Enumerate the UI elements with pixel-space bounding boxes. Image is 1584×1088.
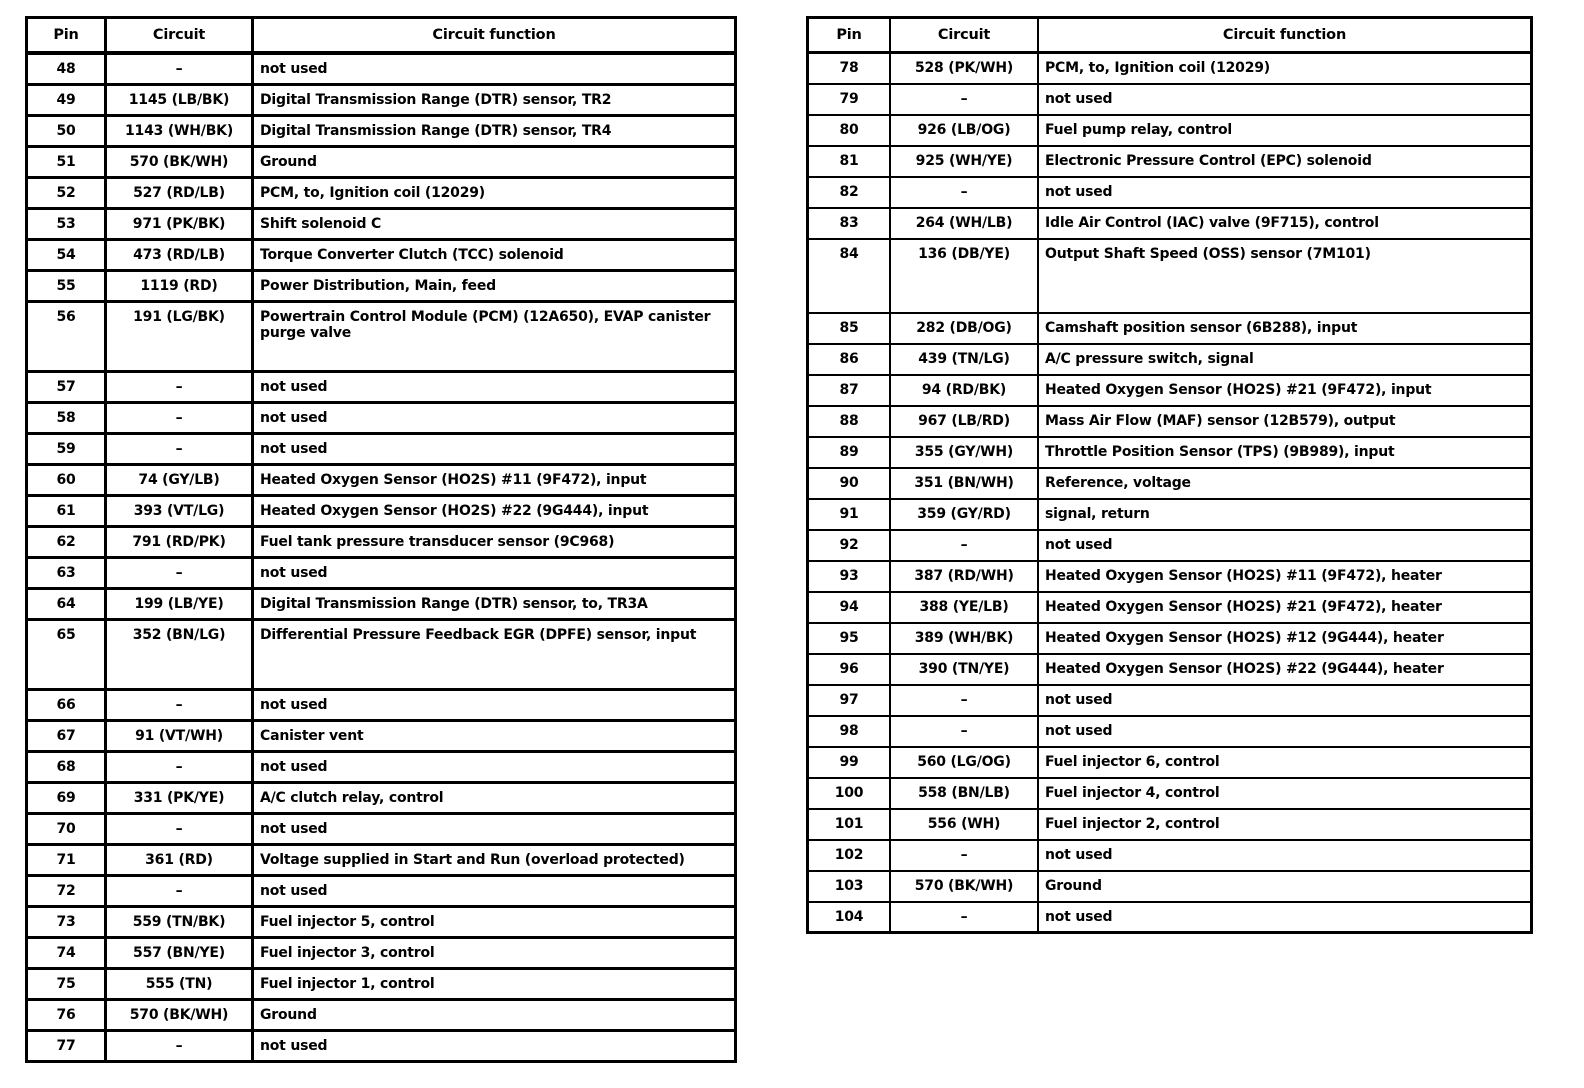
pin-row-96: [808, 654, 1532, 685]
circuit-cell: 926 (LB/OG): [890, 115, 1038, 146]
pin-cell: 99: [808, 747, 891, 778]
circuit-cell: –: [890, 84, 1038, 115]
circuit-cell: –: [106, 433, 253, 464]
pin-row-82: [808, 177, 1532, 208]
pin-row-57: [27, 371, 736, 402]
pin-row-89: [808, 437, 1532, 468]
pin-cell: 88: [808, 406, 891, 437]
circuit-cell: 389 (WH/BK): [890, 623, 1038, 654]
pin-row-55: [27, 270, 736, 301]
pin-cell: 83: [808, 208, 891, 239]
pin-cell: 96: [808, 654, 891, 685]
pin-row-69: [27, 782, 736, 813]
pin-cell: 51: [27, 146, 106, 177]
circuit-function-cell: Throttle Position Sensor (TPS) (9B989), input: [1038, 437, 1532, 468]
circuit-function-cell: Digital Transmission Range (DTR) sensor, to, TR3A: [253, 588, 736, 619]
pin-row-90: [808, 468, 1532, 499]
pin-cell: 90: [808, 468, 891, 499]
pin-row-64: [27, 588, 736, 619]
circuit-function-cell: not used: [253, 433, 736, 464]
header-row: [27, 18, 736, 54]
pin-row-48: [27, 53, 736, 84]
pin-row-56: [27, 301, 736, 371]
circuit-cell: 94 (RD/BK): [890, 375, 1038, 406]
circuit-cell: 971 (PK/BK): [106, 208, 253, 239]
circuit-cell: 1143 (WH/BK): [106, 115, 253, 146]
pin-cell: 56: [27, 301, 106, 371]
circuit-function-cell: Powertrain Control Module (PCM) (12A650), EVAP canister purge valve: [253, 301, 736, 371]
circuit-function-cell: not used: [253, 751, 736, 782]
pin-cell: 58: [27, 402, 106, 433]
circuit-cell: 351 (BN/WH): [890, 468, 1038, 499]
pin-cell: 85: [808, 313, 891, 344]
pin-row-101: [808, 809, 1532, 840]
pin-cell: 69: [27, 782, 106, 813]
pin-row-84: [808, 239, 1532, 313]
circuit-cell: 556 (WH): [890, 809, 1038, 840]
pin-row-74: [27, 937, 736, 968]
pin-row-100: [808, 778, 1532, 809]
pin-cell: 74: [27, 937, 106, 968]
circuit-cell: –: [106, 813, 253, 844]
pin-cell: 100: [808, 778, 891, 809]
pin-row-87: [808, 375, 1532, 406]
circuit-function-cell: Heated Oxygen Sensor (HO2S) #21 (9F472), input: [1038, 375, 1532, 406]
pin-cell: 50: [27, 115, 106, 146]
pin-cell: 61: [27, 495, 106, 526]
circuit-cell: 528 (PK/WH): [890, 53, 1038, 84]
pin-cell: 94: [808, 592, 891, 623]
circuit-function-cell: Mass Air Flow (MAF) sensor (12B579), output: [1038, 406, 1532, 437]
circuit-cell: –: [890, 902, 1038, 933]
circuit-cell: 359 (GY/RD): [890, 499, 1038, 530]
circuit-function-cell: signal, return: [1038, 499, 1532, 530]
pin-cell: 62: [27, 526, 106, 557]
circuit-cell: 264 (WH/LB): [890, 208, 1038, 239]
pin-row-79: [808, 84, 1532, 115]
circuit-function-cell: not used: [1038, 902, 1532, 933]
pin-cell: 60: [27, 464, 106, 495]
pin-cell: 93: [808, 561, 891, 592]
circuit-cell: 558 (BN/LB): [890, 778, 1038, 809]
circuit-cell: 361 (RD): [106, 844, 253, 875]
pin-cell: 104: [808, 902, 891, 933]
pin-cell: 49: [27, 84, 106, 115]
circuit-function-cell: Fuel injector 4, control: [1038, 778, 1532, 809]
pin-row-103: [808, 871, 1532, 902]
circuit-cell: 473 (RD/LB): [106, 239, 253, 270]
circuit-function-cell: not used: [253, 875, 736, 906]
circuit-function-cell: not used: [253, 557, 736, 588]
pin-cell: 59: [27, 433, 106, 464]
circuit-function-cell: not used: [1038, 530, 1532, 561]
pin-cell: 53: [27, 208, 106, 239]
circuit-cell: 74 (GY/LB): [106, 464, 253, 495]
circuit-function-cell: Fuel injector 3, control: [253, 937, 736, 968]
circuit-cell: 136 (DB/YE): [890, 239, 1038, 313]
pin-row-97: [808, 685, 1532, 716]
circuit-function-cell: Heated Oxygen Sensor (HO2S) #11 (9F472), heater: [1038, 561, 1532, 592]
pin-cell: 103: [808, 871, 891, 902]
col-header-circuit: Circuit: [890, 18, 1038, 53]
pin-cell: 52: [27, 177, 106, 208]
circuit-function-cell: Heated Oxygen Sensor (HO2S) #21 (9F472), heater: [1038, 592, 1532, 623]
circuit-cell: 791 (RD/PK): [106, 526, 253, 557]
circuit-function-cell: Fuel injector 1, control: [253, 968, 736, 999]
circuit-function-cell: Canister vent: [253, 720, 736, 751]
pin-cell: 79: [808, 84, 891, 115]
pin-cell: 84: [808, 239, 891, 313]
pin-row-83: [808, 208, 1532, 239]
pin-row-86: [808, 344, 1532, 375]
pin-cell: 55: [27, 270, 106, 301]
circuit-function-cell: not used: [253, 1030, 736, 1061]
pin-cell: 78: [808, 53, 891, 84]
circuit-function-cell: Power Distribution, Main, feed: [253, 270, 736, 301]
circuit-function-cell: Heated Oxygen Sensor (HO2S) #22 (9G444), input: [253, 495, 736, 526]
pin-row-73: [27, 906, 736, 937]
circuit-cell: –: [106, 751, 253, 782]
pin-cell: 71: [27, 844, 106, 875]
circuit-function-cell: Fuel injector 2, control: [1038, 809, 1532, 840]
pin-row-95: [808, 623, 1532, 654]
circuit-function-cell: not used: [253, 813, 736, 844]
circuit-cell: –: [890, 716, 1038, 747]
circuit-cell: 387 (RD/WH): [890, 561, 1038, 592]
pin-row-75: [27, 968, 736, 999]
circuit-cell: –: [106, 53, 253, 84]
circuit-function-cell: PCM, to, Ignition coil (12029): [253, 177, 736, 208]
pin-row-92: [808, 530, 1532, 561]
pin-cell: 102: [808, 840, 891, 871]
col-header-circuit: Circuit: [106, 18, 253, 54]
circuit-cell: 967 (LB/RD): [890, 406, 1038, 437]
circuit-cell: 570 (BK/WH): [106, 999, 253, 1030]
circuit-function-cell: Digital Transmission Range (DTR) sensor, TR2: [253, 84, 736, 115]
pin-cell: 73: [27, 906, 106, 937]
circuit-cell: –: [106, 402, 253, 433]
circuit-cell: 527 (RD/LB): [106, 177, 253, 208]
circuit-function-cell: A/C clutch relay, control: [253, 782, 736, 813]
circuit-cell: 559 (TN/BK): [106, 906, 253, 937]
circuit-cell: 331 (PK/YE): [106, 782, 253, 813]
pin-row-49: [27, 84, 736, 115]
circuit-cell: 91 (VT/WH): [106, 720, 253, 751]
pin-cell: 98: [808, 716, 891, 747]
circuit-function-cell: Heated Oxygen Sensor (HO2S) #11 (9F472), input: [253, 464, 736, 495]
pin-row-63: [27, 557, 736, 588]
pin-row-78: [808, 53, 1532, 84]
circuit-cell: –: [890, 840, 1038, 871]
pin-table-78-104: [806, 16, 1533, 934]
circuit-cell: 570 (BK/WH): [106, 146, 253, 177]
pin-cell: 81: [808, 146, 891, 177]
pin-row-102: [808, 840, 1532, 871]
circuit-function-cell: Electronic Pressure Control (EPC) solenoid: [1038, 146, 1532, 177]
pin-cell: 92: [808, 530, 891, 561]
pin-row-104: [808, 902, 1532, 933]
pin-row-98: [808, 716, 1532, 747]
circuit-cell: 570 (BK/WH): [890, 871, 1038, 902]
circuit-function-cell: Reference, voltage: [1038, 468, 1532, 499]
pin-cell: 80: [808, 115, 891, 146]
pin-cell: 101: [808, 809, 891, 840]
pin-cell: 87: [808, 375, 891, 406]
pin-cell: 63: [27, 557, 106, 588]
pin-row-68: [27, 751, 736, 782]
circuit-cell: –: [106, 875, 253, 906]
pin-row-72: [27, 875, 736, 906]
circuit-function-cell: Heated Oxygen Sensor (HO2S) #22 (9G444), heater: [1038, 654, 1532, 685]
pin-row-93: [808, 561, 1532, 592]
circuit-function-cell: Idle Air Control (IAC) valve (9F715), control: [1038, 208, 1532, 239]
col-header-circuit-function: Circuit function: [1038, 18, 1532, 53]
circuit-function-cell: Torque Converter Clutch (TCC) solenoid: [253, 239, 736, 270]
pin-row-53: [27, 208, 736, 239]
pin-row-76: [27, 999, 736, 1030]
pin-row-61: [27, 495, 736, 526]
pin-row-99: [808, 747, 1532, 778]
pin-cell: 77: [27, 1030, 106, 1061]
circuit-function-cell: not used: [1038, 716, 1532, 747]
pin-row-54: [27, 239, 736, 270]
circuit-function-cell: not used: [1038, 177, 1532, 208]
circuit-function-cell: Output Shaft Speed (OSS) sensor (7M101): [1038, 239, 1532, 313]
circuit-cell: 191 (LG/BK): [106, 301, 253, 371]
circuit-function-cell: not used: [1038, 84, 1532, 115]
pin-cell: 86: [808, 344, 891, 375]
pin-row-62: [27, 526, 736, 557]
pin-row-67: [27, 720, 736, 751]
col-header-pin: Pin: [808, 18, 891, 53]
circuit-function-cell: Voltage supplied in Start and Run (overload protected): [253, 844, 736, 875]
pin-row-71: [27, 844, 736, 875]
circuit-function-cell: Ground: [253, 999, 736, 1030]
circuit-cell: 352 (BN/LG): [106, 619, 253, 689]
circuit-cell: 925 (WH/YE): [890, 146, 1038, 177]
circuit-cell: 282 (DB/OG): [890, 313, 1038, 344]
circuit-cell: –: [106, 689, 253, 720]
circuit-cell: 560 (LG/OG): [890, 747, 1038, 778]
circuit-cell: –: [890, 685, 1038, 716]
circuit-function-cell: Fuel pump relay, control: [1038, 115, 1532, 146]
pin-cell: 68: [27, 751, 106, 782]
circuit-function-cell: not used: [1038, 685, 1532, 716]
circuit-function-cell: Differential Pressure Feedback EGR (DPFE) sensor, input: [253, 619, 736, 689]
pin-row-80: [808, 115, 1532, 146]
circuit-cell: 393 (VT/LG): [106, 495, 253, 526]
pin-cell: 97: [808, 685, 891, 716]
circuit-cell: –: [106, 557, 253, 588]
pin-cell: 48: [27, 53, 106, 84]
pin-row-66: [27, 689, 736, 720]
circuit-function-cell: A/C pressure switch, signal: [1038, 344, 1532, 375]
circuit-function-cell: PCM, to, Ignition coil (12029): [1038, 53, 1532, 84]
pin-cell: 72: [27, 875, 106, 906]
pin-row-59: [27, 433, 736, 464]
pin-cell: 64: [27, 588, 106, 619]
circuit-function-cell: not used: [253, 402, 736, 433]
pin-cell: 91: [808, 499, 891, 530]
circuit-function-cell: not used: [1038, 840, 1532, 871]
circuit-cell: 199 (LB/YE): [106, 588, 253, 619]
circuit-function-cell: not used: [253, 371, 736, 402]
circuit-function-cell: Fuel tank pressure transducer sensor (9C968): [253, 526, 736, 557]
pin-cell: 70: [27, 813, 106, 844]
circuit-function-cell: Shift solenoid C: [253, 208, 736, 239]
circuit-cell: –: [106, 1030, 253, 1061]
circuit-cell: –: [106, 371, 253, 402]
pin-row-51: [27, 146, 736, 177]
pin-row-85: [808, 313, 1532, 344]
pin-row-70: [27, 813, 736, 844]
pin-row-50: [27, 115, 736, 146]
circuit-cell: 555 (TN): [106, 968, 253, 999]
circuit-function-cell: not used: [253, 53, 736, 84]
circuit-cell: 557 (BN/YE): [106, 937, 253, 968]
pin-cell: 89: [808, 437, 891, 468]
circuit-cell: 355 (GY/WH): [890, 437, 1038, 468]
pin-row-88: [808, 406, 1532, 437]
pin-cell: 65: [27, 619, 106, 689]
pin-cell: 67: [27, 720, 106, 751]
circuit-cell: 1145 (LB/BK): [106, 84, 253, 115]
circuit-function-cell: Fuel injector 5, control: [253, 906, 736, 937]
pin-row-60: [27, 464, 736, 495]
col-header-circuit-function: Circuit function: [253, 18, 736, 54]
pin-cell: 82: [808, 177, 891, 208]
pin-cell: 54: [27, 239, 106, 270]
circuit-function-cell: Fuel injector 6, control: [1038, 747, 1532, 778]
pin-row-81: [808, 146, 1532, 177]
pin-row-91: [808, 499, 1532, 530]
pin-cell: 76: [27, 999, 106, 1030]
circuit-cell: –: [890, 177, 1038, 208]
circuit-function-cell: not used: [253, 689, 736, 720]
pin-cell: 75: [27, 968, 106, 999]
circuit-function-cell: Camshaft position sensor (6B288), input: [1038, 313, 1532, 344]
circuit-cell: –: [890, 530, 1038, 561]
circuit-function-cell: Ground: [1038, 871, 1532, 902]
pin-row-52: [27, 177, 736, 208]
circuit-cell: 1119 (RD): [106, 270, 253, 301]
circuit-cell: 388 (YE/LB): [890, 592, 1038, 623]
header-row: [808, 18, 1532, 53]
pin-row-58: [27, 402, 736, 433]
pin-table-48-77: [25, 16, 737, 1063]
circuit-cell: 390 (TN/YE): [890, 654, 1038, 685]
pin-cell: 57: [27, 371, 106, 402]
circuit-function-cell: Ground: [253, 146, 736, 177]
circuit-function-cell: Digital Transmission Range (DTR) sensor, TR4: [253, 115, 736, 146]
pin-row-77: [27, 1030, 736, 1061]
circuit-cell: 439 (TN/LG): [890, 344, 1038, 375]
pin-row-65: [27, 619, 736, 689]
col-header-pin: Pin: [27, 18, 106, 54]
pin-cell: 95: [808, 623, 891, 654]
pin-row-94: [808, 592, 1532, 623]
pin-cell: 66: [27, 689, 106, 720]
circuit-function-cell: Heated Oxygen Sensor (HO2S) #12 (9G444), heater: [1038, 623, 1532, 654]
